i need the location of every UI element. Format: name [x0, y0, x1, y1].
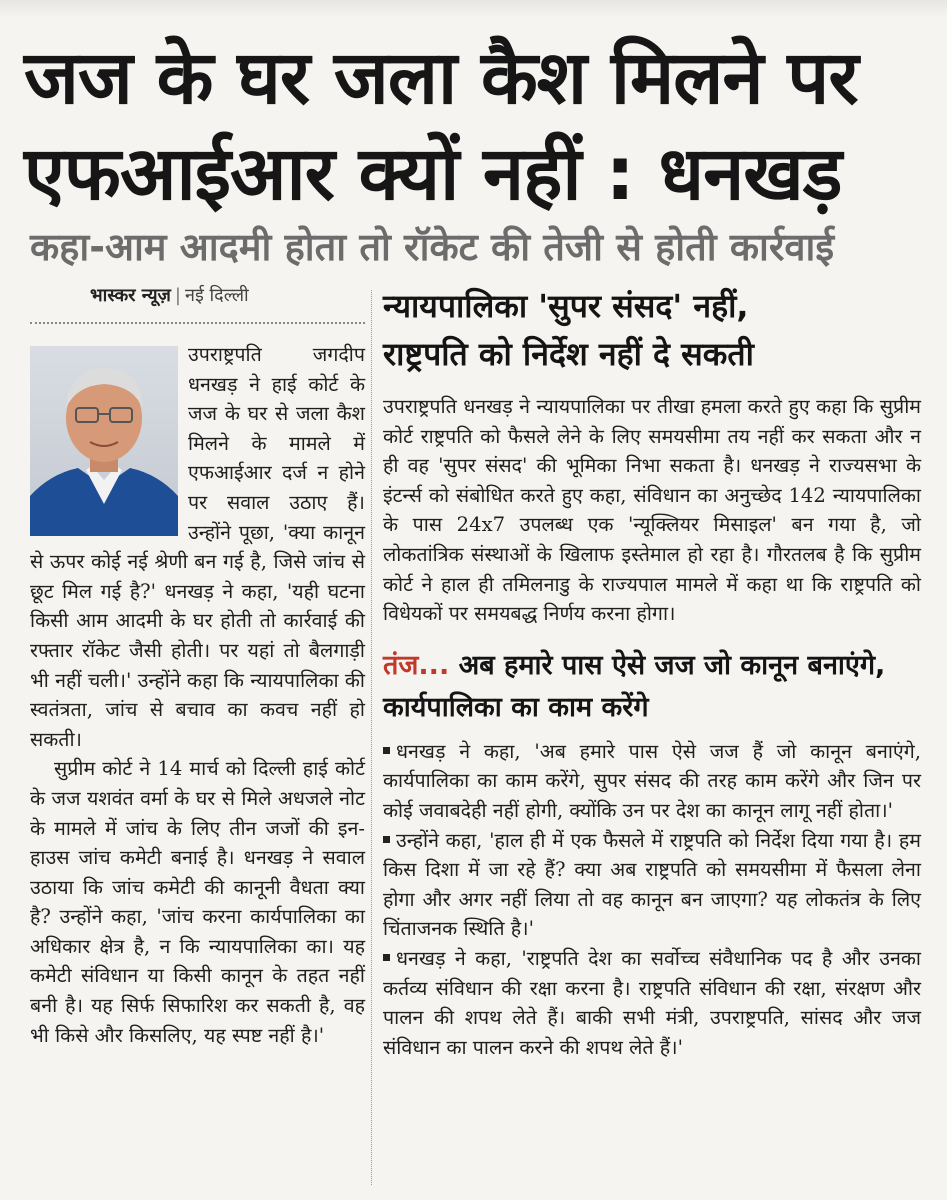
- bullet-list: [383, 737, 921, 1063]
- clip-edge: [0, 0, 947, 18]
- subheadline: कहा-आम आदमी होता तो रॉकेट की तेजी से होती कार्रवाई: [30, 225, 835, 269]
- right-paragraph: उपराष्ट्रपति धनखड़ ने न्यायपालिका पर तीखा हमला करते हुए कहा कि सुप्रीम कोर्ट राष्ट्रपति को फैसले लेने के लिए समयसीमा तय नहीं कर सकता और न ही वह 'सुपर संसद' की भूमिका निभा सकता है। धनखड़ ने राज्यसभा के इंटर्न्स को संबोधित करते हुए कहा, संविधान का अनुच्छेद 142 न्यायपालिका के पास 24x7 उपलब्ध एक 'न्यूक्लियर मिसाइल' बन गया है, जो लोकतांत्रिक संस्थाओं के खिलाफ इस्तेमाल हो रहा है। गौरतलब है कि सुप्रीम कोर्ट ने हाल ही तमिलनाडु के राज्यपाल मामले में कहा था कि राष्ट्रपति को विधेयकों पर समयबद्ध निर्णय करना होगा।: [383, 395, 921, 626]
- byline: [30, 282, 365, 310]
- bullet-icon: [383, 954, 390, 961]
- headline-line-1: जज के घर जला कैश मिलने पर: [24, 35, 858, 121]
- byline-place: नई दिल्ली: [184, 285, 249, 306]
- tanj-heading-text: अब हमारे पास ऐसे जज जो कानून बनाएंगे, कार्यपालिका का काम करेंगे: [383, 649, 886, 723]
- portrait-image: [30, 346, 178, 536]
- bullet-item-text: धनखड़ ने कहा, 'राष्ट्रपति देश का सर्वोच्च संवैधानिक पद है और उनका कर्तव्य संविधान की रक्षा करना है। राष्ट्रपति संविधान की रक्षा, संरक्षण और पालन की शपथ लेते हैं। बाकी सभी मंत्री, उपराष्ट्रपति, सांसद और जज संविधान का पालन करने की शपथ लेते हैं।': [383, 946, 921, 1059]
- column-divider: [371, 290, 373, 1185]
- byline-source: भास्कर न्यूज़: [90, 285, 171, 306]
- left-paragraph-1-text: उपराष्ट्रपति जगदीप धनखड़ ने हाई कोर्ट के जज के घर से जला कैश मिलने के मामले में एफआईआर दर्ज न होने पर सवाल उठाए हैं। उन्होंने पूछा, 'क्या कानून से ऊपर कोई नई श्रेणी बन गई है, जिसे जांच से छूट मिल गई है?' धनखड़ ने कहा, 'यही घटना किसी आम आदमी के घर होती तो कार्रवाई की रफ्तार रॉकेट जैसी होती। पर यहां तो बैलगाड़ी भी नहीं चली।' उन्होंने कहा कि न्यायपालिका की स्वतंत्रता, जांच से बचाव का कवच नहीं हो सकती।: [30, 343, 365, 751]
- left-column: [30, 282, 365, 1182]
- bullet-icon: [383, 747, 390, 754]
- dotted-rule: [30, 322, 365, 324]
- bullet-item: [383, 944, 921, 1062]
- right-headline-line-2: राष्ट्रपति को निर्देश नहीं दे सकती: [383, 335, 754, 373]
- right-column: [383, 282, 921, 1062]
- bullet-item: [383, 826, 921, 944]
- bullet-item-text: धनखड़ ने कहा, 'अब हमारे पास ऐसे जज हैं जो कानून बनाएंगे, कार्यपालिका का काम करेंगे, सुपर संसद की तरह काम करेंगे और जिन पर कोई जवाबदेही नहीं होगी, क्योंकि उन पर देश का कानून लागू नहीं होता।': [383, 739, 921, 822]
- headline-line-2: एफआईआर क्यों नहीं : धनखड़: [24, 131, 842, 217]
- right-headline-line-1: न्यायपालिका 'सुपर संसद' नहीं,: [383, 287, 749, 325]
- left-paragraph-2: सुप्रीम कोर्ट ने 14 मार्च को दिल्ली हाई कोर्ट के जज यशवंत वर्मा के घर से मिले अधजले नोट के मामले में जांच के लिए तीन जजों की इन-हाउस जांच कमेटी बनाई है। धनखड़ ने सवाल उठाया कि जांच कमेटी की कानूनी वैधता क्या है? उन्होंने कहा, 'जांच करना कार्यपालिका का अधिकार क्षेत्र है, न कि न्यायपालिका का। यह कमेटी संविधान या किसी कानून के तहत नहीं बनी है। यह सिर्फ सिफारिश कर सकती है, वह भी किसे और किसलिए, यह स्पष्ट नहीं है।': [30, 757, 365, 1047]
- left-paragraph-1: [30, 340, 365, 754]
- bullet-icon: [383, 836, 390, 843]
- byline-separator: |: [174, 285, 181, 306]
- bullet-item-text: उन्होंने कहा, 'हाल ही में एक फैसले में राष्ट्रपति को निर्देश दिया गया है। हम किस दिशा में जा रहे हैं? क्या अब राष्ट्रपति को समयसीमा में फैसला लेना होगा और अगर नहीं लिया तो वह कानून बन जाएगा? यह लोकतंत्र के लिए चिंताजनक स्थिति है।': [383, 828, 921, 941]
- bullet-item: [383, 737, 921, 826]
- headline: [24, 30, 924, 222]
- tanj-heading: [383, 645, 921, 729]
- portrait-photo: [30, 346, 178, 536]
- tanj-label: तंज...: [383, 649, 450, 681]
